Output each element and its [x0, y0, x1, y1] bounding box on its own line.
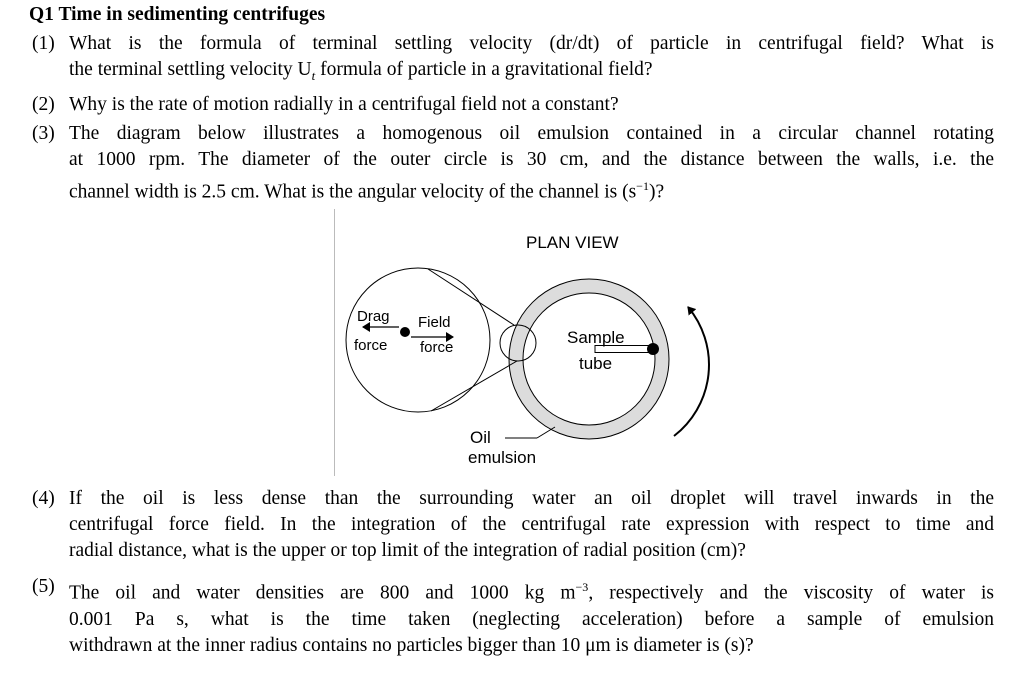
question-5 — [32, 574, 994, 659]
oil-label-line1: Oil — [470, 428, 491, 447]
question-4-number: (4) — [32, 488, 55, 509]
question-3-line-1: The diagram below illustrates a homogenous oil emulsion contained in a circular channel rotating — [69, 123, 994, 144]
rotation-arrow — [674, 307, 709, 436]
question-3-superscript: −1 — [636, 179, 649, 193]
question-1-number: (1) — [32, 33, 55, 54]
question-5-line-3: withdrawn at the inner radius contains no particles bigger than 10 μm is diameter is (s)? — [69, 634, 754, 656]
drag-label-line1: Drag — [357, 308, 390, 325]
plan-view-svg — [333, 209, 733, 476]
question-5-superscript: −3 — [575, 580, 589, 594]
question-1-subscript: t — [311, 67, 316, 83]
question-3-number: (3) — [32, 123, 55, 144]
drag-label-line2: force — [354, 337, 388, 354]
oil-leader-line-d — [537, 427, 555, 438]
question-1-line-2b: formula of particle in a gravitational field? — [315, 59, 653, 80]
question-5-line-1a: The oil and water densities are 800 and 1000 kg m — [69, 582, 576, 604]
sample-tube-end — [647, 343, 659, 355]
sample-label-line1: Sample — [567, 328, 625, 347]
question-4-line-1: If the oil is less dense than the surrounding water an oil droplet will travel inwards in the — [69, 488, 994, 509]
question-1-line-2a: the terminal settling velocity U — [69, 59, 312, 80]
question-3-line-3b: )? — [648, 181, 665, 203]
question-3-line-3 — [69, 173, 994, 206]
question-2-line-1: Why is the rate of motion radially in a centrifugal field not a constant? — [69, 94, 619, 115]
question-1-line-2 — [69, 57, 994, 89]
plan-view-diagram — [333, 209, 733, 476]
question-2 — [32, 92, 994, 118]
zoom-connector-bottom — [431, 361, 517, 411]
question-5-line-2: 0.001 Pa s, what is the time taken (neglecting acceleration) before a sample of emulsion — [69, 608, 994, 630]
particle-dot — [400, 327, 410, 337]
question-4 — [32, 486, 994, 564]
question-4-line-3: radial distance, what is the upper or top limit of the integration of radial position (cm)? — [69, 540, 746, 561]
plan-view-title: PLAN VIEW — [526, 233, 619, 252]
field-label-line1: Field — [418, 314, 451, 331]
field-label-line2: force — [420, 339, 454, 356]
question-title: Q1 Time in sedimenting centrifuges — [29, 4, 326, 25]
question-1 — [32, 31, 994, 89]
question-3 — [32, 121, 994, 206]
question-2-number: (2) — [32, 94, 55, 115]
question-5-line-1b: , respectively and the viscosity of water is — [588, 582, 994, 604]
oil-label-line2: emulsion — [468, 448, 537, 467]
question-3-line-2: at 1000 rpm. The diameter of the outer circle is 30 cm, and the distance between the walls, i.e. the — [69, 149, 994, 170]
question-4-line-2: centrifugal force field. In the integration of the centrifugal rate expression with respect to time and — [69, 514, 994, 535]
sample-label-line2: tube — [579, 354, 613, 373]
question-3-line-3a: channel width is 2.5 cm. What is the angular velocity of the channel is (s — [69, 181, 637, 203]
question-5-number: (5) — [32, 576, 55, 597]
question-5-line-1 — [69, 574, 994, 607]
question-1-line-1: What is the formula of terminal settling velocity (dr/dt) of particle in centrifugal field? What is — [69, 33, 994, 54]
